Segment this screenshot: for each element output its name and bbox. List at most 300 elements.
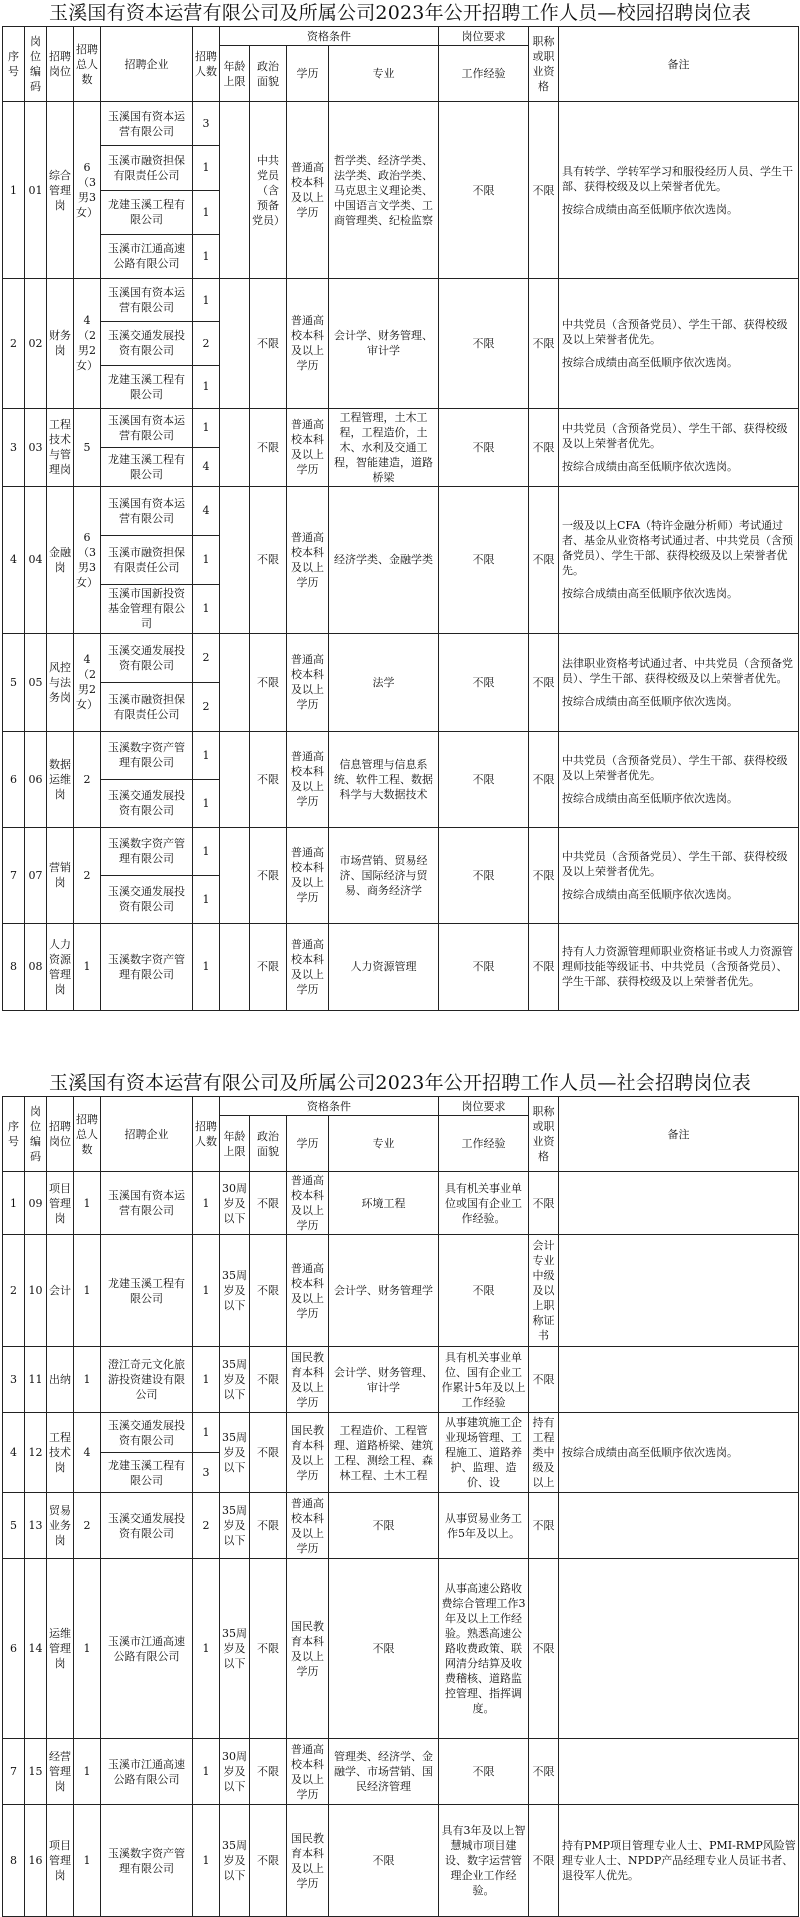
row-note	[559, 923, 799, 1010]
row-seq: 4	[3, 1413, 25, 1493]
row-company: 玉溪市江通高速公路有限公司	[101, 234, 193, 278]
row-note	[559, 1413, 799, 1493]
row-note	[559, 1805, 799, 1917]
row-experience: 具有机关事业单位、国有企业工作累计5年及以上工作经验	[439, 1347, 529, 1413]
row-company: 玉溪市融资担保有限责任公司	[101, 682, 193, 731]
table-row	[3, 1413, 799, 1453]
row-company: 龙建玉溪工程有限公司	[101, 447, 193, 486]
row-company: 玉溪数字资产管理有限公司	[101, 827, 193, 875]
row-age: 35周岁及以下	[220, 1235, 250, 1347]
header-experience: 工作经验	[439, 46, 529, 102]
row-note	[559, 408, 799, 486]
row-note	[559, 1739, 799, 1805]
row-title-req: 不限	[529, 731, 559, 827]
row-note	[559, 279, 799, 409]
note-selection-rule: 按综合成绩由高至低顺序依次选岗。	[562, 459, 738, 473]
row-title-req: 不限	[529, 1559, 559, 1739]
row-total: 2	[74, 1493, 101, 1559]
table-row	[3, 1347, 799, 1413]
row-note	[559, 827, 799, 923]
row-total: 1	[74, 1805, 101, 1917]
row-seq: 5	[3, 1493, 25, 1559]
row-count: 1	[193, 234, 220, 278]
row-major: 会计学、财务管理学	[329, 1235, 439, 1347]
row-code: 08	[25, 923, 47, 1010]
social-title: 玉溪国有资本运营有限公司及所属公司2023年公开招聘工作人员—社会招聘岗位表	[49, 1072, 751, 1094]
row-seq: 7	[3, 1739, 25, 1805]
table-row	[3, 827, 799, 875]
note-text: 中共党员（含预备党员）、学生干部、获得校级及以上荣誉者优先。	[562, 421, 788, 450]
row-age: 35周岁及以下	[220, 1493, 250, 1559]
row-count: 1	[193, 408, 220, 447]
row-note	[559, 731, 799, 827]
row-seq: 1	[3, 1172, 25, 1235]
row-education: 普通高校本科及以上学历	[287, 102, 329, 279]
row-code: 03	[25, 408, 47, 486]
row-experience: 不限	[439, 279, 529, 409]
table-row	[3, 731, 799, 779]
row-company: 玉溪国有资本运营有限公司	[101, 486, 193, 535]
row-title-req: 不限	[529, 1739, 559, 1805]
row-title-req: 不限	[529, 1805, 559, 1917]
row-code: 11	[25, 1347, 47, 1413]
row-company: 玉溪国有资本运营有限公司	[101, 102, 193, 146]
row-political: 不限	[250, 1739, 287, 1805]
row-count: 1	[193, 365, 220, 408]
row-age: 35周岁及以下	[220, 1805, 250, 1917]
row-title-req: 不限	[529, 923, 559, 1010]
row-education: 国民教育本科及以上学历	[287, 1347, 329, 1413]
row-total: 2	[74, 731, 101, 827]
row-experience: 从事高速公路收费综合管理工作3年及以上工作经验。熟悉高速公路收费政策、联网清分结算及收费稽核、道路监控管理、指挥调度。	[439, 1559, 529, 1739]
row-education: 普通高校本科及以上学历	[287, 633, 329, 731]
row-count: 4	[193, 486, 220, 535]
row-age: 35周岁及以下	[220, 1413, 250, 1493]
row-political: 不限	[250, 633, 287, 731]
header-education: 学历	[287, 1116, 329, 1172]
header-note: 备注	[559, 27, 799, 102]
note-text: 一级及以上CFA（特许金融分析师）考试通过者、基金从业资格考试通过者、中共党员（含预备党员）、学生干部、获得校级及以上荣誉者优先。	[562, 519, 793, 578]
row-education: 普通高校本科及以上学历	[287, 486, 329, 633]
row-total: 1	[74, 1172, 101, 1235]
row-count: 1	[193, 1413, 220, 1453]
row-major: 哲学类、经济学类、法学类、政治学类、马克思主义理论类、中国语言文学类、工商管理类、纪检监察	[329, 102, 439, 279]
row-position: 工程技术岗	[47, 1413, 74, 1493]
row-major: 人力资源管理	[329, 923, 439, 1010]
row-major: 信息管理与信息系统、软件工程、数据科学与大数据技术	[329, 731, 439, 827]
table-row	[3, 633, 799, 682]
row-count: 1	[193, 875, 220, 923]
row-note	[559, 1493, 799, 1559]
row-company: 龙建玉溪工程有限公司	[101, 1453, 193, 1493]
note-text: 中共党员（含预备党员）、学生干部、获得校级及以上荣誉者优先。	[562, 849, 788, 878]
row-education: 普通高校本科及以上学历	[287, 1235, 329, 1347]
row-company: 玉溪国有资本运营有限公司	[101, 1172, 193, 1235]
header-political: 政治面貌	[250, 46, 287, 102]
row-code: 15	[25, 1739, 47, 1805]
row-title-req: 不限	[529, 633, 559, 731]
header-title-req: 职称或职业资格	[529, 1097, 559, 1172]
row-company: 玉溪市融资担保有限责任公司	[101, 146, 193, 190]
row-age: 35周岁及以下	[220, 1559, 250, 1739]
note-text: 中共党员（含预备党员）、学生干部、获得校级及以上荣誉者优先。	[562, 317, 788, 346]
row-experience: 具有3年及以上智慧城市项目建设、数字运营管理企业工作经验。	[439, 1805, 529, 1917]
row-note	[559, 1559, 799, 1739]
row-age	[220, 408, 250, 486]
row-code: 13	[25, 1493, 47, 1559]
row-education: 普通高校本科及以上学历	[287, 731, 329, 827]
row-title-req: 不限	[529, 408, 559, 486]
row-count: 2	[193, 633, 220, 682]
row-code: 07	[25, 827, 47, 923]
header-requirements: 岗位要求	[439, 27, 529, 46]
row-experience: 不限	[439, 408, 529, 486]
row-position: 项目管理岗	[47, 1805, 74, 1917]
row-position: 风控与法务岗	[47, 633, 74, 731]
header-education: 学历	[287, 46, 329, 102]
row-position: 会计	[47, 1235, 74, 1347]
row-education: 普通高校本科及以上学历	[287, 923, 329, 1010]
header-position: 招聘岗位	[47, 1097, 74, 1172]
row-major: 会计学、财务管理、审计学	[329, 279, 439, 409]
header-position: 招聘岗位	[47, 27, 74, 102]
note-text: 中共党员（含预备党员）、学生干部、获得校级及以上荣誉者优先。	[562, 753, 788, 782]
row-position: 人力资源管理岗	[47, 923, 74, 1010]
row-company: 玉溪交通发展投资有限公司	[101, 633, 193, 682]
row-political: 不限	[250, 731, 287, 827]
row-count: 1	[193, 584, 220, 633]
table-row	[3, 408, 799, 447]
row-position: 财务岗	[47, 279, 74, 409]
row-seq: 3	[3, 408, 25, 486]
table-row	[3, 1235, 799, 1347]
row-company: 玉溪交通发展投资有限公司	[101, 779, 193, 827]
row-total: 1	[74, 923, 101, 1010]
row-age	[220, 633, 250, 731]
note-selection-rule: 按综合成绩由高至低顺序依次选岗。	[562, 887, 738, 901]
row-company: 玉溪国有资本运营有限公司	[101, 408, 193, 447]
row-title-req: 不限	[529, 827, 559, 923]
row-company: 玉溪交通发展投资有限公司	[101, 322, 193, 365]
row-code: 05	[25, 633, 47, 731]
row-title-req: 持有工程类中级及以上	[529, 1413, 559, 1493]
row-education: 国民教育本科及以上学历	[287, 1559, 329, 1739]
row-age	[220, 279, 250, 409]
row-seq: 3	[3, 1347, 25, 1413]
row-title-req: 不限	[529, 102, 559, 279]
row-code: 12	[25, 1413, 47, 1493]
note-text: 持有PMP项目管理专业人士、PMI-RMP风险管理专业人士、NPDP产品经理专业人员证书者、退役军人优先。	[562, 1839, 796, 1882]
row-age	[220, 486, 250, 633]
row-count: 2	[193, 322, 220, 365]
row-education: 国民教育本科及以上学历	[287, 1413, 329, 1493]
row-company: 玉溪交通发展投资有限公司	[101, 1413, 193, 1453]
row-count: 1	[193, 1739, 220, 1805]
table-row	[3, 102, 799, 146]
row-position: 经营管理岗	[47, 1739, 74, 1805]
row-major: 会计学、财务管理、审计学	[329, 1347, 439, 1413]
header-seq: 序号	[3, 27, 25, 102]
row-experience: 不限	[439, 1235, 529, 1347]
row-experience: 不限	[439, 102, 529, 279]
social-sheet	[0, 1070, 800, 1917]
row-code: 02	[25, 279, 47, 409]
row-title-req: 会计专业中级及以上职称证书	[529, 1235, 559, 1347]
row-seq: 6	[3, 1559, 25, 1739]
row-experience: 具有机关事业单位或国有企业工作经验。	[439, 1172, 529, 1235]
header-age: 年龄上限	[220, 1116, 250, 1172]
row-major: 不限	[329, 1559, 439, 1739]
note-text: 按综合成绩由高至低顺序依次选岗。	[562, 1446, 738, 1459]
row-company: 玉溪国有资本运营有限公司	[101, 279, 193, 322]
row-age: 30周岁及以下	[220, 1172, 250, 1235]
header-major: 专业	[329, 1116, 439, 1172]
row-company: 玉溪交通发展投资有限公司	[101, 1493, 193, 1559]
row-total: 6（3男3女）	[74, 102, 101, 279]
row-political: 不限	[250, 1493, 287, 1559]
row-major: 市场营销、贸易经济、国际经济与贸易、商务经济学	[329, 827, 439, 923]
row-total: 4（2男2女）	[74, 279, 101, 409]
row-major: 管理类、经济学、金融学、市场营销、国民经济管理	[329, 1739, 439, 1805]
row-code: 16	[25, 1805, 47, 1917]
row-count: 1	[193, 1235, 220, 1347]
row-position: 营销岗	[47, 827, 74, 923]
row-code: 10	[25, 1235, 47, 1347]
row-company: 玉溪数字资产管理有限公司	[101, 731, 193, 779]
row-total: 1	[74, 1235, 101, 1347]
header-note: 备注	[559, 1097, 799, 1172]
row-political: 不限	[250, 1559, 287, 1739]
row-seq: 8	[3, 1805, 25, 1917]
row-experience: 不限	[439, 633, 529, 731]
row-note	[559, 1235, 799, 1347]
row-age	[220, 923, 250, 1010]
row-age	[220, 827, 250, 923]
row-political: 不限	[250, 1413, 287, 1493]
row-political: 不限	[250, 1805, 287, 1917]
row-major: 法学	[329, 633, 439, 731]
table-row	[3, 1559, 799, 1739]
header-seq: 序号	[3, 1097, 25, 1172]
row-code: 06	[25, 731, 47, 827]
table-row	[3, 1805, 799, 1917]
header-total: 招聘总人数	[74, 1097, 101, 1172]
row-title-req: 不限	[529, 1347, 559, 1413]
row-company: 玉溪市江通高速公路有限公司	[101, 1739, 193, 1805]
row-count: 1	[193, 923, 220, 1010]
header-political: 政治面貌	[250, 1116, 287, 1172]
row-experience: 不限	[439, 486, 529, 633]
header-count: 招聘人数	[193, 1097, 220, 1172]
row-note	[559, 102, 799, 279]
header-title-req: 职称或职业资格	[529, 27, 559, 102]
row-title-req: 不限	[529, 1172, 559, 1235]
row-major: 不限	[329, 1493, 439, 1559]
row-education: 普通高校本科及以上学历	[287, 1739, 329, 1805]
row-count: 1	[193, 279, 220, 322]
row-seq: 6	[3, 731, 25, 827]
row-title-req: 不限	[529, 1493, 559, 1559]
row-code: 01	[25, 102, 47, 279]
row-seq: 2	[3, 279, 25, 409]
table-row	[3, 279, 799, 322]
header-requirements: 岗位要求	[439, 1097, 529, 1116]
row-seq: 2	[3, 1235, 25, 1347]
note-selection-rule: 按综合成绩由高至低顺序依次选岗。	[562, 202, 738, 216]
note-selection-rule: 按综合成绩由高至低顺序依次选岗。	[562, 587, 738, 601]
row-major: 经济学类、金融学类	[329, 486, 439, 633]
header-qualifications: 资格条件	[220, 27, 439, 46]
row-seq: 1	[3, 102, 25, 279]
campus-table	[2, 26, 799, 1011]
row-position: 数据运维岗	[47, 731, 74, 827]
row-position: 运维管理岗	[47, 1559, 74, 1739]
social-table	[2, 1096, 799, 1917]
row-company: 澄江奇元文化旅游投资建设有限公司	[101, 1347, 193, 1413]
table-row	[3, 1739, 799, 1805]
header-total: 招聘总人数	[74, 27, 101, 102]
header-code: 岗位编码	[25, 27, 47, 102]
row-company: 龙建玉溪工程有限公司	[101, 1235, 193, 1347]
row-count: 1	[193, 827, 220, 875]
row-company: 玉溪数字资产管理有限公司	[101, 923, 193, 1010]
row-company: 龙建玉溪工程有限公司	[101, 190, 193, 234]
note-selection-rule: 按综合成绩由高至低顺序依次选岗。	[562, 791, 738, 805]
header-major: 专业	[329, 46, 439, 102]
row-position: 项目管理岗	[47, 1172, 74, 1235]
note-text: 法律职业资格考试通过者、中共党员（含预备党员）、学生干部、获得校级及以上荣誉者优先。	[562, 656, 793, 685]
header-company: 招聘企业	[101, 1097, 193, 1172]
row-seq: 7	[3, 827, 25, 923]
row-note	[559, 1347, 799, 1413]
campus-title: 玉溪国有资本运营有限公司及所属公司2023年公开招聘工作人员—校园招聘岗位表	[49, 2, 751, 24]
row-count: 1	[193, 190, 220, 234]
row-position: 出纳	[47, 1347, 74, 1413]
row-total: 6（3男3女）	[74, 486, 101, 633]
row-position: 金融岗	[47, 486, 74, 633]
row-code: 04	[25, 486, 47, 633]
row-count: 1	[193, 731, 220, 779]
header-age: 年龄上限	[220, 46, 250, 102]
row-company: 龙建玉溪工程有限公司	[101, 365, 193, 408]
row-political: 中共党员（含预备党员）	[250, 102, 287, 279]
row-count: 1	[193, 146, 220, 190]
row-total: 2	[74, 827, 101, 923]
note-selection-rule: 按综合成绩由高至低顺序依次选岗。	[562, 694, 738, 708]
table-row	[3, 1493, 799, 1559]
row-major: 工程管理，土木工程，工程造价，土木、水利及交通工程，智能建造，道路桥梁	[329, 408, 439, 486]
row-company: 玉溪市国新投资基金管理有限公司	[101, 584, 193, 633]
row-company: 玉溪数字资产管理有限公司	[101, 1805, 193, 1917]
row-position: 综合管理岗	[47, 102, 74, 279]
row-major: 环境工程	[329, 1172, 439, 1235]
row-major: 工程造价、工程管理、道路桥梁、建筑工程、测绘工程、森林工程、土木工程	[329, 1413, 439, 1493]
header-experience: 工作经验	[439, 1116, 529, 1172]
header-qualifications: 资格条件	[220, 1097, 439, 1116]
row-experience: 不限	[439, 731, 529, 827]
row-company: 玉溪市江通高速公路有限公司	[101, 1559, 193, 1739]
row-title-req: 不限	[529, 486, 559, 633]
row-experience: 不限	[439, 1739, 529, 1805]
row-political: 不限	[250, 408, 287, 486]
row-note	[559, 633, 799, 731]
row-seq: 8	[3, 923, 25, 1010]
row-education: 普通高校本科及以上学历	[287, 408, 329, 486]
row-note	[559, 486, 799, 633]
row-company: 玉溪交通发展投资有限公司	[101, 875, 193, 923]
row-education: 普通高校本科及以上学历	[287, 1172, 329, 1235]
row-count: 3	[193, 1453, 220, 1493]
row-seq: 4	[3, 486, 25, 633]
row-position: 贸易业务岗	[47, 1493, 74, 1559]
note-text: 具有转学、学转军学习和服役经历人员、学生干部、获得校级及以上荣誉者优先。	[562, 164, 793, 193]
row-experience: 不限	[439, 923, 529, 1010]
row-education: 普通高校本科及以上学历	[287, 279, 329, 409]
row-count: 1	[193, 535, 220, 584]
table-row	[3, 1172, 799, 1235]
row-education: 国民教育本科及以上学历	[287, 1805, 329, 1917]
row-count: 3	[193, 102, 220, 146]
row-political: 不限	[250, 923, 287, 1010]
row-total: 1	[74, 1347, 101, 1413]
row-count: 4	[193, 447, 220, 486]
row-age: 30周岁及以下	[220, 1739, 250, 1805]
row-political: 不限	[250, 1235, 287, 1347]
table-row	[3, 923, 799, 1010]
row-experience: 从事建筑施工企业现场管理、工程施工、道路养护、监理、造价、设	[439, 1413, 529, 1493]
row-political: 不限	[250, 827, 287, 923]
row-age: 35周岁及以下	[220, 1347, 250, 1413]
row-education: 普通高校本科及以上学历	[287, 827, 329, 923]
row-count: 1	[193, 1347, 220, 1413]
row-political: 不限	[250, 279, 287, 409]
row-count: 1	[193, 779, 220, 827]
row-total: 1	[74, 1559, 101, 1739]
header-count: 招聘人数	[193, 27, 220, 102]
row-count: 1	[193, 1559, 220, 1739]
row-code: 14	[25, 1559, 47, 1739]
row-count: 1	[193, 1172, 220, 1235]
row-major: 不限	[329, 1805, 439, 1917]
row-count: 1	[193, 1805, 220, 1917]
note-selection-rule: 按综合成绩由高至低顺序依次选岗。	[562, 355, 738, 369]
header-company: 招聘企业	[101, 27, 193, 102]
row-count: 2	[193, 682, 220, 731]
row-company: 玉溪市融资担保有限责任公司	[101, 535, 193, 584]
row-total: 1	[74, 1739, 101, 1805]
row-seq: 5	[3, 633, 25, 731]
row-count: 2	[193, 1493, 220, 1559]
row-education: 普通高校本科及以上学历	[287, 1493, 329, 1559]
row-age	[220, 731, 250, 827]
row-total: 4	[74, 1413, 101, 1493]
row-total: 4（2男2女）	[74, 633, 101, 731]
row-note	[559, 1172, 799, 1235]
row-code: 09	[25, 1172, 47, 1235]
row-title-req: 不限	[529, 279, 559, 409]
row-age	[220, 102, 250, 279]
header-code: 岗位编码	[25, 1097, 47, 1172]
row-experience: 从事贸易业务工作5年及以上。	[439, 1493, 529, 1559]
row-position: 工程技术与管理岗	[47, 408, 74, 486]
note-text: 持有人力资源管理师职业资格证书或人力资源管理师技能等级证书、中共党员（含预备党员）、学生干部、获得校级及以上荣誉者优先。	[562, 945, 793, 989]
row-political: 不限	[250, 1172, 287, 1235]
row-political: 不限	[250, 1347, 287, 1413]
table-row	[3, 486, 799, 535]
row-experience: 不限	[439, 827, 529, 923]
row-total: 5	[74, 408, 101, 486]
row-political: 不限	[250, 486, 287, 633]
